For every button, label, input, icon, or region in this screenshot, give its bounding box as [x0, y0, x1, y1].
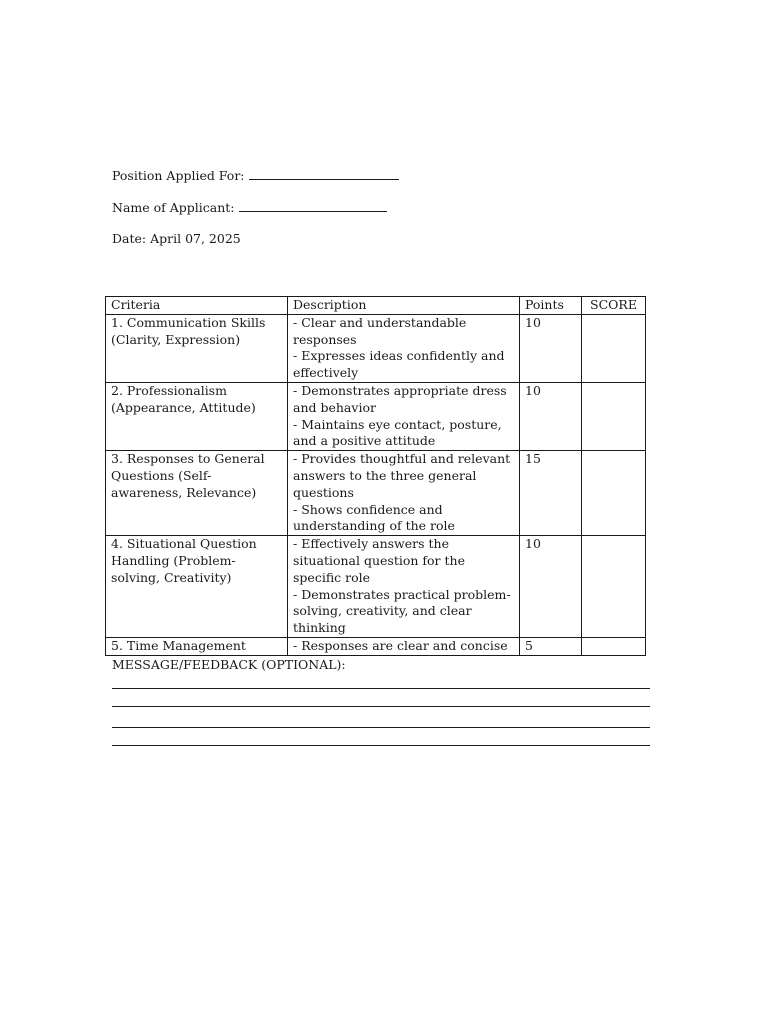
position-applied-label: Position Applied For: — [112, 168, 245, 183]
feedback-line[interactable] — [112, 706, 650, 707]
description-line: - Clear and understandable responses — [293, 314, 467, 347]
description-line: - Maintains eye contact, posture, and a positive attitude — [293, 416, 502, 449]
position-applied-field — [112, 167, 399, 184]
description-line: - Demonstrates practical problem-solving, creativity, and clear thinking — [293, 586, 511, 636]
rubric-table — [105, 296, 646, 656]
feedback-line[interactable] — [112, 727, 650, 728]
criteria-cell: 3. Responses to General Questions (Self-awareness, Relevance) — [106, 451, 288, 536]
description-cell — [288, 536, 520, 638]
applicant-name-label: Name of Applicant: — [112, 200, 235, 215]
rubric-table-body — [106, 314, 646, 655]
criteria-cell: 1. Communication Skills (Clarity, Expression) — [106, 314, 288, 382]
score-cell[interactable] — [582, 382, 646, 450]
position-applied-blank[interactable] — [249, 167, 399, 180]
table-row — [106, 314, 646, 382]
score-cell[interactable] — [582, 451, 646, 536]
criteria-cell: 4. Situational Question Handling (Problem-solving, Creativity) — [106, 536, 288, 638]
description-cell — [288, 451, 520, 536]
applicant-name-blank[interactable] — [239, 199, 387, 212]
criteria-cell: 2. Professionalism (Appearance, Attitude) — [106, 382, 288, 450]
description-line: - Provides thoughtful and relevant answers to the three general questions — [293, 451, 511, 500]
points-cell: 10 — [520, 536, 582, 638]
table-row — [106, 451, 646, 536]
points-cell: 10 — [520, 382, 582, 450]
description-line: - Responses are clear and concise — [293, 637, 508, 653]
table-header-row — [106, 297, 646, 315]
table-row — [106, 637, 646, 655]
score-cell[interactable] — [582, 314, 646, 382]
points-cell: 15 — [520, 451, 582, 536]
date-label: Date: — [112, 231, 147, 246]
description-line: - Expresses ideas confidently and effectively — [293, 348, 505, 381]
score-cell[interactable] — [582, 536, 646, 638]
description-line: - Shows confidence and understanding of the role — [293, 501, 455, 534]
feedback-line[interactable] — [112, 688, 650, 689]
description-cell — [288, 637, 520, 655]
points-cell: 5 — [520, 637, 582, 655]
table-row — [106, 382, 646, 450]
table-row — [106, 536, 646, 638]
header-description: Description — [288, 297, 520, 315]
description-cell — [288, 314, 520, 382]
date-field — [112, 231, 241, 247]
applicant-name-field — [112, 199, 387, 216]
points-cell: 10 — [520, 314, 582, 382]
description-line: - Effectively answers the situational question for the specific role — [293, 536, 465, 585]
header-criteria: Criteria — [106, 297, 288, 315]
header-points: Points — [520, 297, 582, 315]
date-value: April 07, 2025 — [150, 231, 241, 246]
criteria-cell: 5. Time Management — [106, 637, 288, 655]
feedback-title: MESSAGE/FEEDBACK (OPTIONAL): — [112, 657, 346, 672]
score-cell[interactable] — [582, 637, 646, 655]
feedback-line[interactable] — [112, 745, 650, 746]
header-score: SCORE — [582, 297, 646, 315]
description-line: - Demonstrates appropriate dress and behavior — [293, 382, 507, 415]
description-cell — [288, 382, 520, 450]
